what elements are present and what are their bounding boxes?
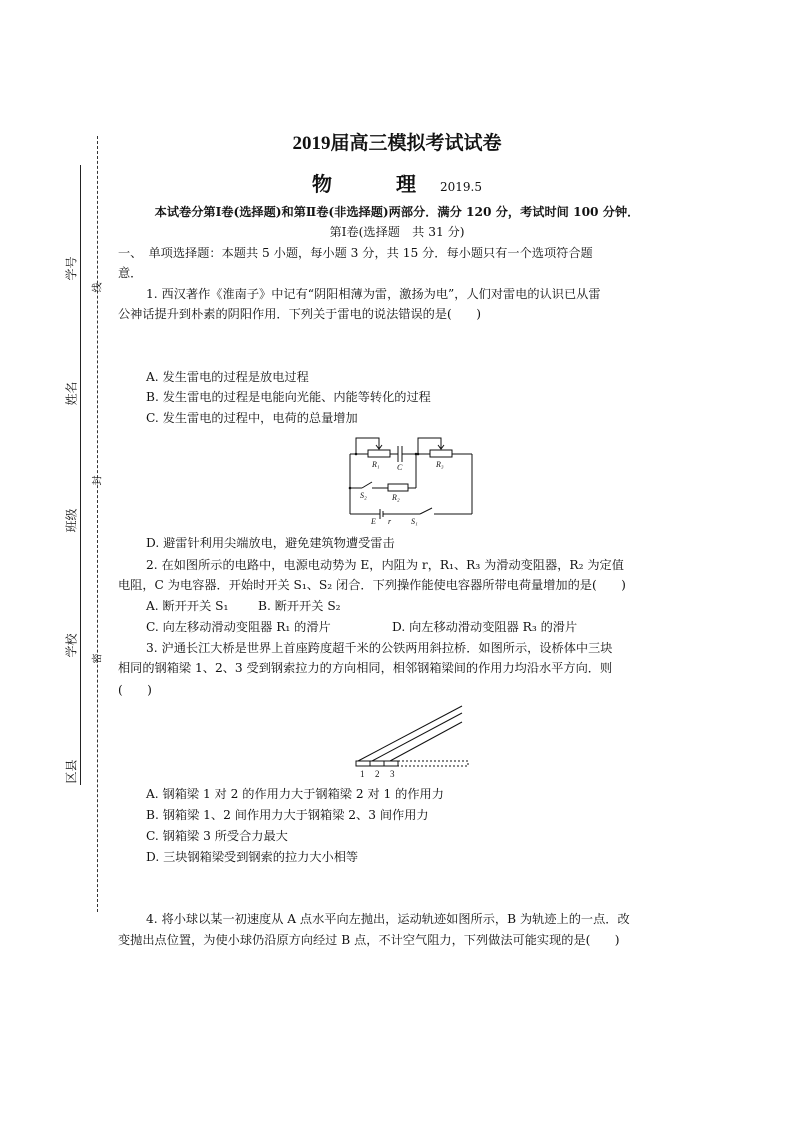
q4-stem-line2: 变抛出点位置，为使小球仍沿原方向经过 B 点，不计空气阻力，下列做法可能实现的是( ) [118,933,620,947]
margin-label-school: 学校 [64,633,79,658]
binding-mark-line: 线 [92,282,104,293]
binding-mark-seal: 封 [92,475,104,486]
circuit-label-r2: R₂ [392,493,400,502]
q3-stem-line3: ( ) [118,683,152,697]
q3-option-c: C. 钢箱梁 3 所受合力最大 [146,829,288,843]
q1-stem-line1: 1. 西汉著作《淮南子》中记有“阴阳相薄为雷，激扬为电”，人们对雷电的认识已从雷 [146,287,601,301]
q4-stem-line1: 4. 将小球以某一初速度从 A 点水平向左抛出，运动轨迹如图所示，B 为轨迹上的一点．改 [146,912,630,926]
bridge-label-3: 3 [390,769,395,779]
exam-date: 2019.5 [440,180,482,194]
q1-option-a: A. 发生雷电的过程是放电过程 [146,370,309,384]
q1-option-d: D. 避雷针利用尖端放电，避免建筑物遭受雷击 [146,536,395,550]
q3-option-b: B. 钢箱梁 1、2 间作用力大于钢箱梁 2、3 间作用力 [146,808,429,822]
circuit-label-r3: R₃ [436,460,444,469]
circuit-label-r1: R₁ [372,460,380,469]
circuit-label-c: C [397,463,403,472]
margin-label-name: 姓名 [64,381,79,406]
q3-stem-line1: 3. 沪通长江大桥是世界上首座跨度超千米的公铁两用斜拉桥．如图所示，设桥体中三块 [146,641,613,655]
page-title: 2019届高三模拟考试试卷 [292,133,502,154]
part-one-heading: 第Ⅰ卷(选择题 共 31 分) [329,225,465,239]
circuit-diagram [340,432,480,528]
circuit-label-r: r [388,517,392,526]
q2-option-d: D. 向左移动滑动变阻器 R₃ 的滑片 [392,620,578,634]
exam-info: 本试卷分第Ⅰ卷(选择题)和第Ⅱ卷(非选择题)两部分．满分 120 分，考试时间 100 分钟． [154,205,640,219]
q2-option-c: C. 向左移动滑动变阻器 R₁ 的滑片 [146,620,331,634]
q2-stem-line1: 2. 在如图所示的电路中，电源电动势为 E，内阻为 r，R₁、R₃ 为滑动变阻器，R₂ 为定值 [146,558,624,572]
q1-option-c: C. 发生雷电的过程中，电荷的总量增加 [146,411,358,425]
q2-stem-line2: 电阻，C 为电容器．开始时开关 S₁、S₂ 闭合．下列操作能使电容器所带电荷量增加的是( ) [118,578,626,592]
q2-option-b: B. 断开开关 S₂ [258,599,341,613]
q1-option-b: B. 发生雷电的过程是电能向光能、内能等转化的过程 [146,390,431,404]
bridge-label-2: 2 [375,769,380,779]
subject-name: 物 理 [312,172,438,196]
bridge-diagram [350,700,472,782]
section-heading-line2: 意． [118,266,143,280]
margin-label-class: 班级 [64,508,79,533]
margin-label-student-id: 学号 [64,256,79,281]
q3-option-a: A. 钢箱梁 1 对 2 的作用力大于钢箱梁 2 对 1 的作用力 [146,787,444,801]
subject-heading [0,168,794,197]
q2-option-a: A. 断开开关 S₁ [146,599,229,613]
q3-option-d: D. 三块钢箱梁受到钢索的拉力大小相等 [146,850,359,864]
section-heading-line1: 一、 单项选择题：本题共 5 小题，每小题 3 分，共 15 分．每小题只有一个选项符合题 [118,246,593,260]
circuit-label-s1: S₁ [411,517,418,526]
bridge-label-1: 1 [360,769,365,779]
margin-label-district: 区县 [64,759,79,784]
q1-stem-line2: 公神话提升到朴素的阴阳作用．下列关于雷电的说法错误的是( ) [118,307,481,321]
circuit-label-e: E [371,517,376,526]
q3-stem-line2: 相同的钢箱梁 1、2、3 受到钢索拉力的方向相同，相邻钢箱梁间的作用力均沿水平方向．则 [118,661,613,675]
binding-mark-secret: 密 [92,653,104,664]
circuit-label-s2: S₂ [360,491,367,500]
binding-dashed-line [97,136,98,912]
margin-rule-left [80,165,81,785]
